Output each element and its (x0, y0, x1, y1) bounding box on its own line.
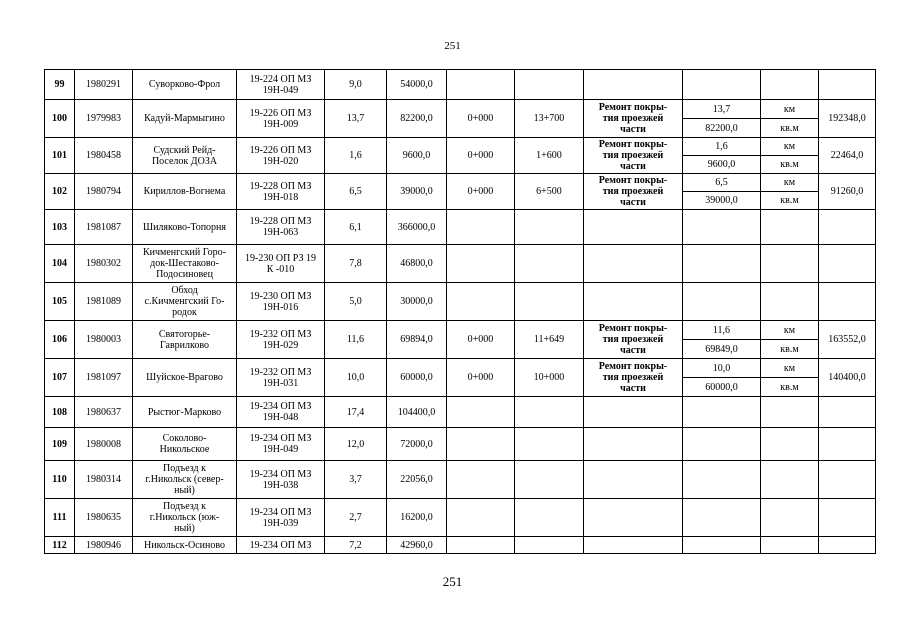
road-repair-table (44, 69, 876, 554)
unit-km-cell: км (761, 359, 819, 378)
road-code-cell: 1980635 (75, 499, 133, 537)
road-name-cell (133, 537, 237, 554)
volume-km-cell (683, 245, 761, 283)
area-cell: 60000,0 (387, 359, 447, 397)
road-code-cell: 1980637 (75, 397, 133, 428)
volume-km-cell (683, 499, 761, 537)
volume-km-cell (683, 397, 761, 428)
length-cell: 6,1 (325, 210, 387, 245)
road-name-cell (133, 138, 237, 174)
road-id-line: 19Н-038 (262, 479, 299, 491)
volume-km-cell: 13,7 (683, 100, 761, 119)
unit-km-cell (761, 283, 819, 321)
row-number-cell: 99 (45, 70, 75, 100)
road-id-line: 19-228 ОП МЗ (249, 216, 312, 227)
total-cost-cell: 192348,0 (819, 100, 876, 138)
work-type-line: тия проезжей (602, 150, 664, 161)
length-cell: 10,0 (325, 359, 387, 397)
road-name-cell (133, 428, 237, 461)
total-cost-cell (819, 499, 876, 537)
area-cell: 30000,0 (387, 283, 447, 321)
unit-area-cell: кв.м (761, 340, 819, 359)
length-cell: 7,2 (325, 537, 387, 554)
work-type-line: части (620, 161, 646, 172)
work-type-cell (584, 537, 683, 554)
unit-km-cell (761, 499, 819, 537)
road-name-line: Суворково-Фрол (148, 79, 221, 90)
road-name-line: Соколово- (162, 433, 207, 444)
work-type-cell (584, 499, 683, 537)
unit-km-cell (761, 245, 819, 283)
road-id-cell (237, 537, 325, 554)
volume-area-cell: 60000,0 (683, 378, 761, 397)
road-code-cell: 1980458 (75, 138, 133, 174)
length-cell: 1,6 (325, 138, 387, 174)
road-id-line: 19Н-049 (262, 84, 299, 96)
work-type-line: части (620, 345, 646, 356)
table-row (45, 100, 876, 119)
volume-area-cell: 82200,0 (683, 119, 761, 138)
road-id-cell (237, 499, 325, 537)
end-km-cell (515, 461, 584, 499)
table-row (45, 428, 876, 461)
end-km-cell: 13+700 (515, 100, 584, 138)
road-id-line: 19-234 ОП МЗ (249, 468, 312, 480)
area-cell: 16200,0 (387, 499, 447, 537)
road-name-cell (133, 245, 237, 283)
volume-km-cell (683, 210, 761, 245)
table-row (45, 321, 876, 340)
table-row (45, 70, 876, 100)
area-cell: 46800,0 (387, 245, 447, 283)
road-name-line: Кадуй-Мармыгино (144, 113, 225, 124)
road-id-line: 19Н-029 (262, 339, 299, 351)
unit-area-cell: кв.м (761, 378, 819, 397)
table-row (45, 397, 876, 428)
table-row (45, 537, 876, 554)
road-id-line: 19-228 ОП МЗ (249, 180, 312, 192)
work-type-cell (584, 461, 683, 499)
table-row (45, 283, 876, 321)
area-cell: 42960,0 (387, 537, 447, 554)
road-code-cell: 1980794 (75, 174, 133, 210)
length-cell: 11,6 (325, 321, 387, 359)
row-number-cell: 108 (45, 397, 75, 428)
road-name-line: Подосиновец (156, 269, 213, 280)
road-name-line: Гаврилково (159, 339, 210, 351)
road-code-cell: 1981097 (75, 359, 133, 397)
unit-km-cell: км (761, 174, 819, 192)
total-cost-cell (819, 70, 876, 100)
road-name-cell (133, 100, 237, 138)
row-number-cell: 109 (45, 428, 75, 461)
total-cost-cell (819, 397, 876, 428)
work-type-cell (584, 210, 683, 245)
road-id-cell (237, 100, 325, 138)
length-cell: 5,0 (325, 283, 387, 321)
end-km-cell: 10+000 (515, 359, 584, 397)
total-cost-cell (819, 428, 876, 461)
volume-km-cell (683, 283, 761, 321)
row-number-cell: 100 (45, 100, 75, 138)
volume-area-cell: 69849,0 (683, 340, 761, 359)
road-id-line: 19Н-039 (262, 517, 299, 529)
area-cell: 39000,0 (387, 174, 447, 210)
row-number-cell: 102 (45, 174, 75, 210)
page-number-top: 251 (444, 40, 461, 52)
road-id-cell (237, 283, 325, 321)
volume-km-cell: 10,0 (683, 359, 761, 378)
unit-km-cell: км (761, 321, 819, 340)
row-number-cell: 110 (45, 461, 75, 499)
area-cell: 54000,0 (387, 70, 447, 100)
road-name-cell (133, 283, 237, 321)
start-km-cell: 0+000 (447, 174, 515, 210)
start-km-cell: 0+000 (447, 138, 515, 174)
road-name-line: Поселок ДОЗА (151, 155, 218, 167)
volume-km-cell (683, 461, 761, 499)
area-cell: 69894,0 (387, 321, 447, 359)
area-cell: 22056,0 (387, 461, 447, 499)
road-id-line: 19-226 ОП МЗ (249, 144, 312, 156)
row-number-cell: 105 (45, 283, 75, 321)
work-type-line: тия проезжей (602, 334, 664, 345)
start-km-cell (447, 245, 515, 283)
end-km-cell (515, 397, 584, 428)
road-id-cell (237, 397, 325, 428)
road-name-line: ный) (174, 523, 195, 534)
road-name-cell (133, 461, 237, 499)
length-cell: 17,4 (325, 397, 387, 428)
road-name-line: Шиляково-Топорня (142, 221, 227, 233)
length-cell: 9,0 (325, 70, 387, 100)
start-km-cell (447, 397, 515, 428)
road-name-line: Кичменгский Горо- (142, 247, 226, 258)
table-row (45, 174, 876, 192)
road-name-line: Никольское (159, 444, 210, 455)
end-km-cell (515, 499, 584, 537)
road-name-cell (133, 70, 237, 100)
road-name-line: Подъезд к (163, 463, 206, 474)
end-km-cell (515, 428, 584, 461)
work-type-cell (584, 283, 683, 321)
total-cost-cell: 91260,0 (819, 174, 876, 210)
work-type-line: Ремонт покры- (598, 102, 668, 113)
road-id-line: 19Н-063 (262, 227, 299, 238)
road-id-line: 19-234 ОП МЗ (249, 539, 312, 551)
work-type-line: части (620, 124, 646, 135)
road-code-cell: 1980003 (75, 321, 133, 359)
total-cost-cell (819, 245, 876, 283)
road-name-line: с.Кичменгский Го- (144, 296, 225, 307)
row-number-cell: 112 (45, 537, 75, 554)
work-type-cell (584, 138, 683, 174)
work-type-line: Ремонт покры- (598, 139, 668, 150)
length-cell: 7,8 (325, 245, 387, 283)
work-type-line: тия проезжей (602, 113, 664, 124)
volume-km-cell (683, 537, 761, 554)
road-id-line: 19-230 ОП РЗ 19 (245, 252, 316, 264)
road-name-line: Подъезд к (163, 501, 206, 512)
road-id-line: 19Н-049 (262, 444, 299, 455)
road-id-line: 19Н-048 (262, 412, 299, 423)
table-row (45, 138, 876, 156)
end-km-cell: 11+649 (515, 321, 584, 359)
road-id-line: 19-232 ОП МЗ (249, 328, 312, 340)
work-type-cell (584, 359, 683, 397)
road-id-line: 19-234 ОП МЗ (249, 433, 312, 444)
road-name-line: Никольск-Осиново (144, 539, 225, 551)
start-km-cell (447, 461, 515, 499)
road-code-cell: 1979983 (75, 100, 133, 138)
road-id-cell (237, 245, 325, 283)
row-number-cell: 104 (45, 245, 75, 283)
table-row (45, 499, 876, 537)
total-cost-cell (819, 210, 876, 245)
row-number-cell: 106 (45, 321, 75, 359)
work-type-line: Ремонт покры- (598, 361, 668, 372)
road-id-cell (237, 70, 325, 100)
road-id-cell (237, 321, 325, 359)
start-km-cell: 0+000 (447, 359, 515, 397)
road-name-line: ный) (174, 485, 195, 496)
road-id-cell (237, 210, 325, 245)
work-type-cell (584, 174, 683, 210)
work-type-line: тия проезжей (602, 372, 664, 383)
road-name-line: Судский Рейд- (153, 144, 216, 156)
total-cost-cell (819, 461, 876, 499)
volume-area-cell: 9600,0 (683, 156, 761, 174)
start-km-cell: 0+000 (447, 100, 515, 138)
work-type-line: части (620, 383, 646, 394)
road-id-cell (237, 461, 325, 499)
area-cell: 9600,0 (387, 138, 447, 174)
unit-km-cell (761, 210, 819, 245)
road-name-line: г.Никольск (север- (145, 474, 224, 485)
road-name-line: Святогорье- (158, 328, 211, 340)
road-name-line: Рыстюг-Марково (147, 406, 222, 418)
work-type-cell (584, 100, 683, 138)
road-code-cell: 1980314 (75, 461, 133, 499)
area-cell: 366000,0 (387, 210, 447, 245)
length-cell: 3,7 (325, 461, 387, 499)
end-km-cell (515, 245, 584, 283)
unit-area-cell: кв.м (761, 156, 819, 174)
road-name-cell (133, 359, 237, 397)
total-cost-cell (819, 537, 876, 554)
road-id-cell (237, 428, 325, 461)
total-cost-cell: 140400,0 (819, 359, 876, 397)
unit-km-cell: км (761, 100, 819, 119)
table-row (45, 245, 876, 283)
unit-area-cell: кв.м (761, 119, 819, 138)
start-km-cell (447, 499, 515, 537)
start-km-cell (447, 210, 515, 245)
road-name-cell (133, 210, 237, 245)
page-number-bottom: 251 (442, 574, 463, 589)
work-type-cell (584, 245, 683, 283)
length-cell: 2,7 (325, 499, 387, 537)
road-name-line: Шуйское-Врагово (146, 372, 223, 383)
unit-km-cell (761, 70, 819, 100)
unit-km-cell (761, 397, 819, 428)
road-id-line: 19-226 ОП МЗ (249, 107, 312, 119)
road-name-cell (133, 397, 237, 428)
road-code-cell: 1980302 (75, 245, 133, 283)
volume-km-cell (683, 70, 761, 100)
start-km-cell (447, 428, 515, 461)
unit-km-cell (761, 461, 819, 499)
unit-km-cell (761, 537, 819, 554)
volume-km-cell: 1,6 (683, 138, 761, 156)
road-id-line: 19-230 ОП МЗ (249, 290, 312, 302)
end-km-cell: 6+500 (515, 174, 584, 210)
road-name-line: Кириллов-Вогнема (143, 186, 226, 197)
volume-km-cell (683, 428, 761, 461)
work-type-line: Ремонт покры- (598, 175, 668, 186)
end-km-cell: 1+600 (515, 138, 584, 174)
road-name-line: родок (172, 307, 197, 318)
work-type-cell (584, 321, 683, 359)
road-name-line: г.Никольск (юж- (149, 512, 220, 523)
work-type-line: Ремонт покры- (598, 323, 668, 334)
total-cost-cell (819, 283, 876, 321)
road-id-line: 19-234 ОП МЗ (249, 401, 312, 412)
length-cell: 6,5 (325, 174, 387, 210)
work-type-line: тия проезжей (602, 186, 664, 197)
start-km-cell: 0+000 (447, 321, 515, 359)
road-name-line: Обход (171, 285, 198, 296)
end-km-cell (515, 537, 584, 554)
road-id-cell (237, 174, 325, 210)
row-number-cell: 101 (45, 138, 75, 174)
unit-area-cell: кв.м (761, 192, 819, 210)
row-number-cell: 111 (45, 499, 75, 537)
road-name-cell (133, 174, 237, 210)
start-km-cell (447, 537, 515, 554)
length-cell: 13,7 (325, 100, 387, 138)
road-code-cell: 1981089 (75, 283, 133, 321)
road-id-line: 19-234 ОП МЗ (249, 506, 312, 518)
road-id-cell (237, 359, 325, 397)
work-type-cell (584, 397, 683, 428)
road-id-line: 19Н-018 (262, 191, 299, 203)
unit-km-cell (761, 428, 819, 461)
row-number-cell: 103 (45, 210, 75, 245)
length-cell: 12,0 (325, 428, 387, 461)
area-cell: 104400,0 (387, 397, 447, 428)
road-id-line: 19Н-009 (262, 118, 299, 130)
work-type-line: части (620, 197, 646, 208)
road-id-line: 19-232 ОП МЗ (249, 366, 312, 378)
work-type-cell (584, 428, 683, 461)
road-code-cell: 1981087 (75, 210, 133, 245)
area-cell: 72000,0 (387, 428, 447, 461)
volume-km-cell: 11,6 (683, 321, 761, 340)
volume-km-cell: 6,5 (683, 174, 761, 192)
total-cost-cell: 22464,0 (819, 138, 876, 174)
row-number-cell: 107 (45, 359, 75, 397)
table-row (45, 359, 876, 378)
road-name-cell (133, 499, 237, 537)
unit-km-cell: км (761, 138, 819, 156)
table-row (45, 210, 876, 245)
volume-area-cell: 39000,0 (683, 192, 761, 210)
road-id-line: 19Н-031 (262, 377, 299, 389)
road-id-line: К -010 (266, 263, 295, 275)
road-name-cell (133, 321, 237, 359)
end-km-cell (515, 210, 584, 245)
road-code-cell: 1980946 (75, 537, 133, 554)
end-km-cell (515, 283, 584, 321)
road-code-cell: 1980008 (75, 428, 133, 461)
road-id-line: 19Н-016 (262, 301, 299, 313)
road-id-line: 19-224 ОП МЗ (249, 73, 312, 85)
area-cell: 82200,0 (387, 100, 447, 138)
start-km-cell (447, 70, 515, 100)
road-code-cell: 1980291 (75, 70, 133, 100)
end-km-cell (515, 70, 584, 100)
table-row (45, 461, 876, 499)
road-name-line: док-Шестаково- (150, 258, 219, 269)
road-id-line: 19Н-020 (262, 155, 299, 167)
start-km-cell (447, 283, 515, 321)
total-cost-cell: 163552,0 (819, 321, 876, 359)
work-type-cell (584, 70, 683, 100)
road-id-cell (237, 138, 325, 174)
